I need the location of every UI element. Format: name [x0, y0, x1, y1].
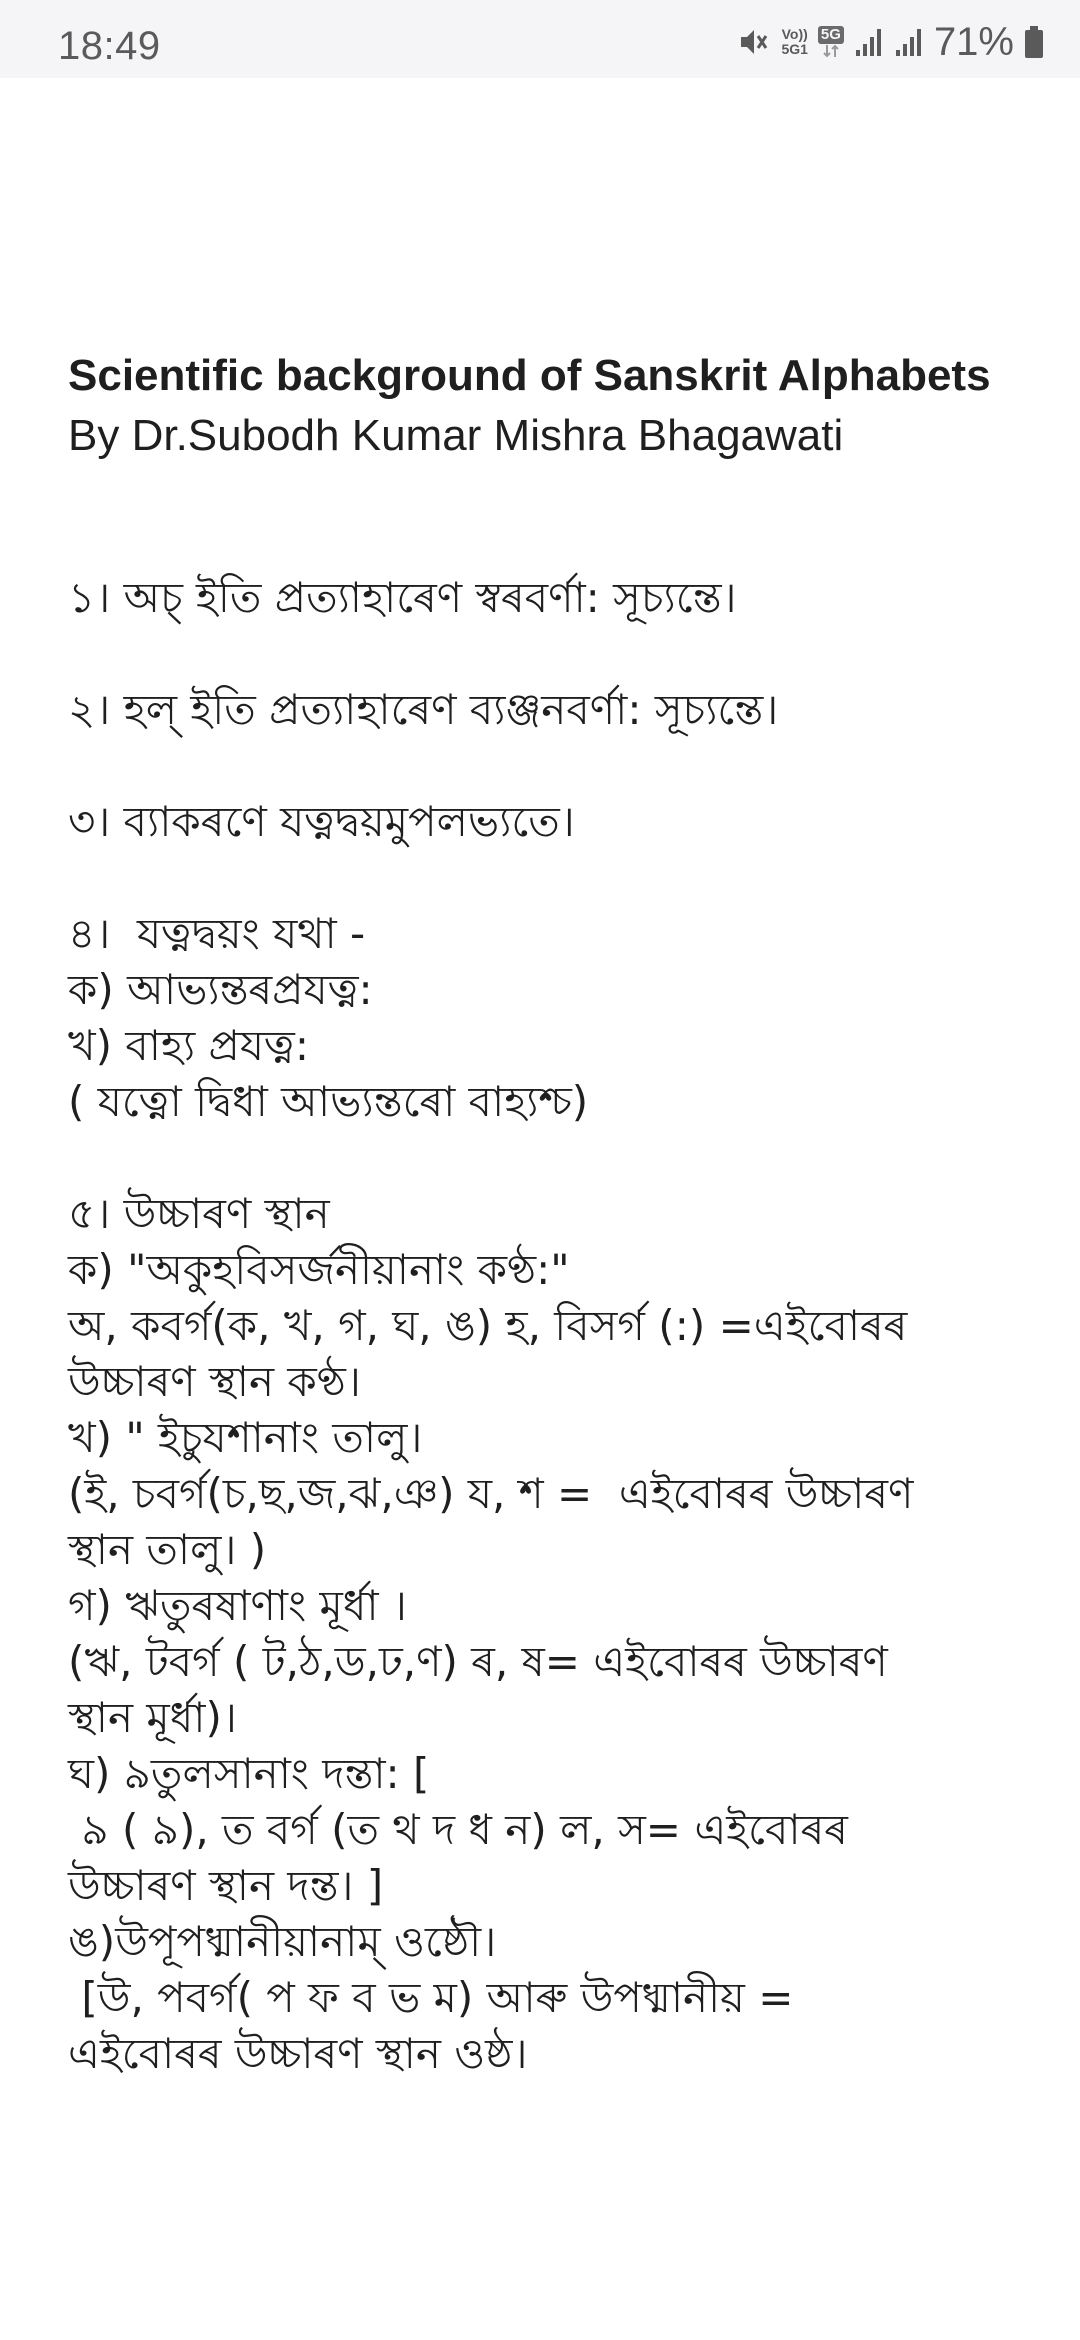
- post-body: [68, 570, 1028, 2082]
- signal-icon: [854, 26, 884, 58]
- body-text-line: স্থান মূৰ্ধা)।: [68, 1693, 237, 1742]
- body-text-line: স্থান তালু। ): [68, 1525, 267, 1574]
- body-text-line: ঘ) ৯তুলসানাং দন্তা: [: [68, 1749, 430, 1798]
- battery-percent: 71%: [933, 19, 1014, 64]
- body-text-line: (ই, চবৰ্গ(চ,ছ,জ,ঝ,ঞ) য, শ = এইবোৰৰ উচ্চাৰণ: [68, 1469, 914, 1518]
- body-text-line: [উ, পবৰ্গ( প ফ ব ভ ম) আৰু উপধ্মানীয় =: [68, 1973, 794, 2022]
- body-text-line: খ) বাহ্য প্ৰযত্ন:: [68, 1021, 309, 1070]
- body-text-line: ৫। উচ্চাৰণ স্থান: [68, 1189, 330, 1238]
- post-content: [68, 346, 1028, 2082]
- body-text-line: (ঋ, টবৰ্গ ( ট,ঠ,ড,ঢ,ণ) ৰ, ষ= এইবোৰৰ উচ্চাৰণ: [68, 1637, 888, 1686]
- body-text-line: ৯ ( ৯), ত বৰ্গ (ত থ দ ধ ন) ল, স= এইবোৰৰ: [68, 1805, 848, 1854]
- body-text-line: ২। হল্ ইতি প্ৰত্যাহাৰেণ ব্যঞ্জনবৰ্ণা: সূচ্যন্তে।: [68, 685, 779, 734]
- status-time: 18:49: [58, 24, 161, 68]
- body-text-line: এইবোৰৰ উচ্চাৰণ স্থান ওষ্ঠ।: [68, 2029, 528, 2078]
- volte-5g-icon: Vo)) 5G1: [781, 26, 808, 57]
- post-author: By Dr.Subodh Kumar Mishra Bhagawati: [68, 411, 844, 460]
- body-text-line: ৩। ব্যাকৰণে যত্নদ্বয়মুপলভ্যতে।: [68, 797, 575, 846]
- body-text-line: উচ্চাৰণ স্থান কণ্ঠ।: [68, 1357, 361, 1406]
- status-icons: [737, 20, 1044, 64]
- body-text-line: ঙ)উপূপধ্মানীয়ানাম্ ওষ্ঠৌ।: [68, 1917, 497, 1966]
- body-text-line: গ) ঋতুৰষাণাং মূৰ্ধা ।: [68, 1581, 407, 1630]
- blank-line: [68, 850, 1028, 906]
- body-text-line: ৪। যত্নদ্বয়ং যথা -: [68, 909, 366, 958]
- body-text-line: খ) " ইচুযশানাং তালু।: [68, 1413, 423, 1462]
- status-bar: [0, 0, 1080, 78]
- body-text-line: ১। অচ্ ইতি প্ৰত্যাহাৰেণ স্বৰবৰ্ণা: সূচ্যন্তে।: [68, 573, 737, 622]
- body-text-line: ক) আভ্যন্তৰপ্ৰযত্ন:: [68, 965, 373, 1014]
- signal-icon: [894, 26, 924, 58]
- body-text-line: উচ্চাৰণ স্থান দন্ত। ]: [68, 1861, 384, 1910]
- battery-icon: [1024, 25, 1044, 59]
- body-text-line: ক) "অকুহবিসৰ্জনীয়ানাং কণ্ঠ:": [68, 1245, 570, 1294]
- blank-line: [68, 738, 1028, 794]
- post-title: Scientific background of Sanskrit Alphabets: [68, 351, 991, 400]
- body-text-line: ( যত্নো দ্বিধা আভ্যন্তৰো বাহ্যশ্চ): [68, 1077, 589, 1126]
- blank-line: [68, 1130, 1028, 1186]
- body-text-line: অ, কবৰ্গ(ক, খ, গ, ঘ, ঙ) হ, বিসৰ্গ (:) =এইবোৰৰ: [68, 1301, 908, 1350]
- mute-icon: [737, 25, 771, 59]
- 5g-data-icon: 5G: [818, 26, 844, 58]
- blank-line: [68, 626, 1028, 682]
